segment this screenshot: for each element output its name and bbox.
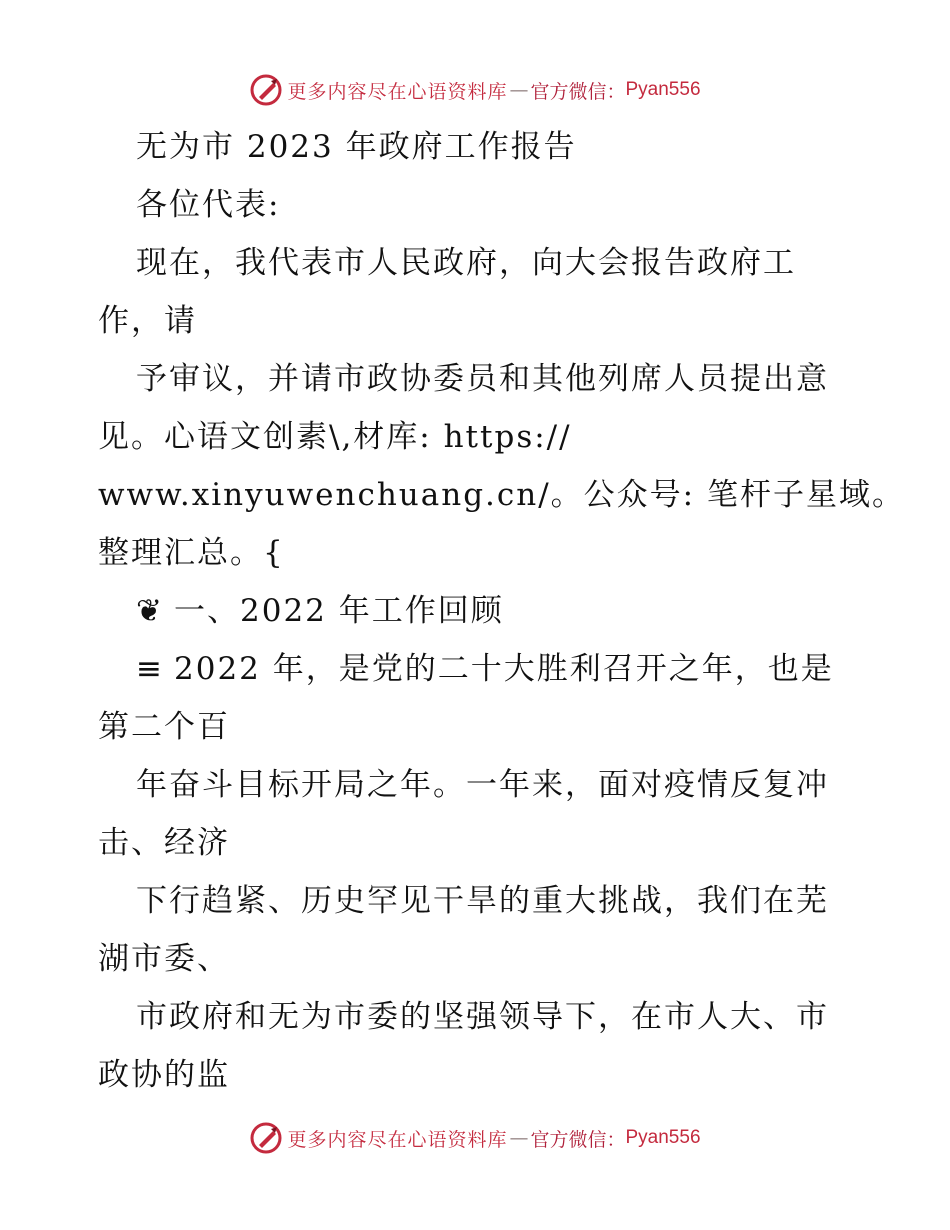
banner-dash: — [509,79,529,101]
line-text: 予审议，并请市政协委员和其他列席人员提出意 [136,361,829,397]
line-text: 下行趋紧、历史罕见干旱的重大挑战，我们在芜 [136,883,829,919]
line-text: www.xinyuwenchuang.cn/。公众号: 笔杆子星域。 [98,477,905,513]
line-text: 市政府和无为市委的坚强领导下，在市人大、市 [136,999,829,1035]
line-text: 见。心语文创素\,材库: https:// [98,419,572,455]
text-line [98,872,858,930]
text-line [98,234,858,292]
line-text: 无为市 2023 年政府工作报告 [136,129,577,165]
line-text: 一、2022 年工作回顾 [174,593,504,629]
line-text: 湖市委、 [98,941,230,977]
banner-dash: — [509,1127,529,1149]
text-line [98,350,858,408]
bullet-marker: ≡ [136,651,164,687]
line-text: 现在，我代表市人民政府，向大会报告政府工 [136,245,796,281]
logo-icon [249,73,283,107]
text-line [98,1046,858,1104]
text-line [98,756,858,814]
text-line [98,698,858,756]
bullet-marker: ❦ [136,593,164,629]
document-body [98,118,905,1104]
text-line [136,582,858,640]
text-line [98,988,858,1046]
text-line [98,118,858,176]
text-line [98,930,858,988]
line-text: 第二个百 [98,709,230,745]
line-text: 年奋斗目标开局之年。一年来，面对疫情反复冲 [136,767,829,803]
banner-main-text: 更多内容尽在心语资料库 [287,1128,508,1151]
line-text: 击、经济 [98,825,230,861]
line-text: 2022 年，是党的二十大胜利召开之年，也是 [174,651,834,687]
text-line [98,176,858,234]
line-text: 作，请 [98,303,197,339]
banner-main-text: 更多内容尽在心语资料库 [287,80,508,103]
text-line [98,292,858,350]
text-line [136,640,858,698]
banner-wechat-label: 官方微信： [530,1128,626,1151]
line-text: 政协的监 [98,1057,230,1093]
footer-banner [0,1118,950,1158]
banner-wechat-label: 官方微信： [530,80,626,103]
text-line [98,408,858,466]
text-line [98,814,858,872]
header-banner [0,70,950,110]
banner-wechat-id: Pyan556 [625,79,701,100]
text-line [98,524,858,582]
logo-icon [249,1121,283,1155]
line-text: 整理汇总。{ [98,535,285,571]
banner-wechat-id: Pyan556 [625,1127,701,1148]
line-text: 各位代表: [136,187,281,223]
text-line [98,466,905,524]
